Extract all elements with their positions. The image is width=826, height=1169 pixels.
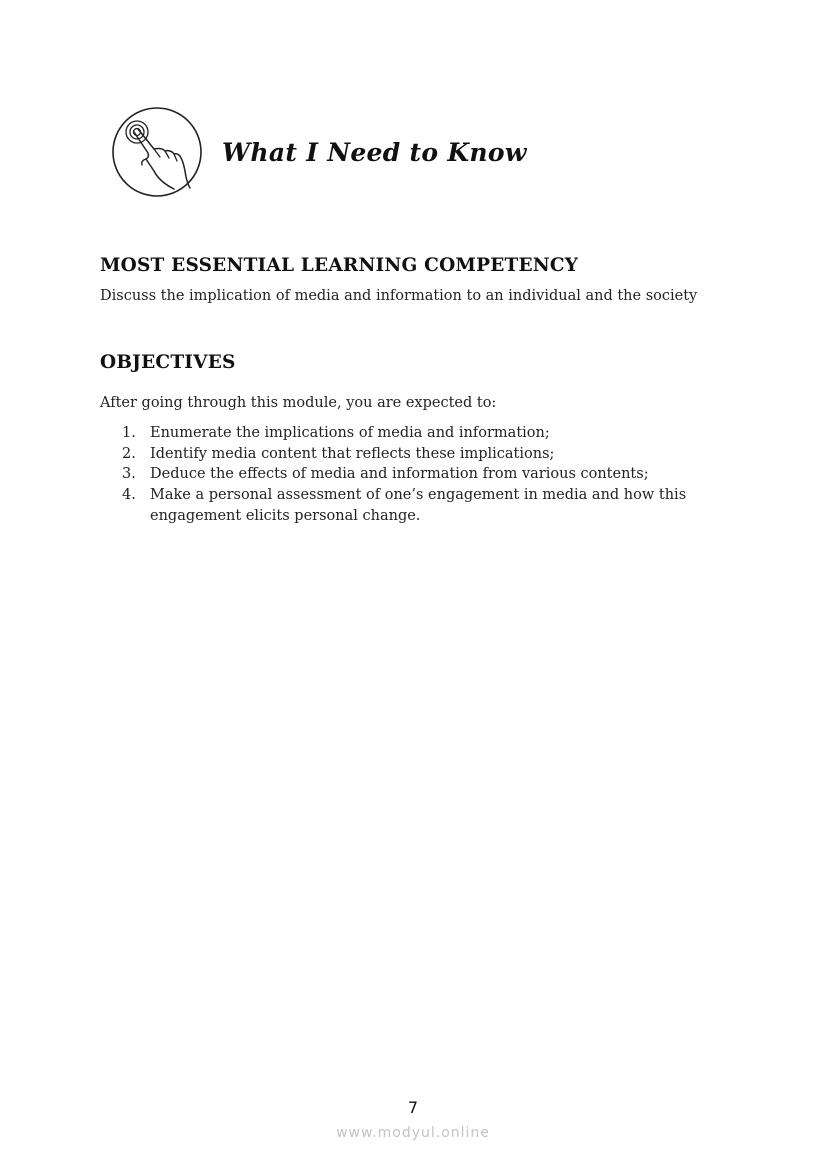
list-item-number: 1. (122, 425, 136, 441)
section-title: What I Need to Know (222, 137, 527, 167)
list-item-text: Enumerate the implications of media and information; (150, 425, 550, 441)
objectives-heading: OBJECTIVES (100, 352, 236, 373)
page-number: 7 (407, 1098, 419, 1117)
list-item-text: Identify media content that reflects these implications; (150, 445, 555, 462)
list-item (122, 423, 722, 444)
competency-heading: MOST ESSENTIAL LEARNING COMPETENCY (100, 255, 579, 276)
hand-touch-icon (110, 105, 204, 199)
list-item (122, 444, 722, 465)
objectives-list (122, 423, 722, 527)
list-item (122, 464, 722, 485)
objectives-intro: After going through this module, you are expected to: (100, 395, 497, 411)
list-item-number: 4. (122, 487, 136, 504)
section-header (110, 104, 527, 200)
list-item-text: Deduce the effects of media and information from various contents; (150, 466, 649, 483)
list-item (122, 485, 722, 526)
watermark: www.modyul.online (336, 1125, 490, 1141)
list-item-number: 2. (122, 445, 136, 462)
competency-text: Discuss the implication of media and information to an individual and the society (100, 288, 698, 304)
list-item-text: Make a personal assessment of one’s engagement in media and how this engagement elicits personal change. (150, 487, 687, 524)
list-item-number: 3. (122, 466, 136, 483)
